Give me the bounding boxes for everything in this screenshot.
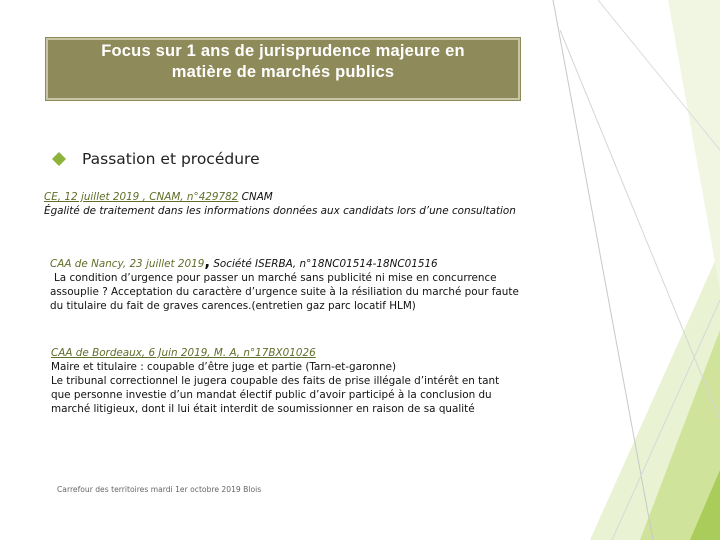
case-description: Égalité de traitement dans les informations données aux candidats lors d’une consultation xyxy=(44,205,516,217)
case-desc-line4: marché litigieux, dont il lui était interdit de soumissionner en raison de sa qualité xyxy=(51,403,475,415)
case-ref-caa-nancy: CAA de Nancy, 23 juillet 2019 xyxy=(50,258,205,270)
diamond-bullet-icon xyxy=(52,152,66,166)
case-ref-rest: Société ISERBA, n°18NC01514-18NC01516 xyxy=(210,258,438,270)
decor-shape-top xyxy=(668,0,720,290)
case-desc-line1: La condition d’urgence pour passer un marché sans publicité ni mise en concurrence xyxy=(54,272,497,284)
slide-title-line1: Focus sur 1 ans de jurisprudence majeure en xyxy=(101,42,465,60)
case-link-ce-cnam[interactable]: CE, 12 juillet 2019 , CNAM, n°429782 xyxy=(44,191,239,203)
case-block-3 xyxy=(51,346,499,416)
case-link-caa-bordeaux[interactable]: CAA de Bordeaux, 6 Juin 2019, M. A, n°17BX01026 xyxy=(51,347,316,359)
case-desc-line1: Maire et titulaire : coupable d’être juge et partie (Tarn-et-garonne) xyxy=(51,361,397,373)
case-sep: , xyxy=(204,253,211,271)
slide-title xyxy=(46,38,520,100)
case-desc-line3: que personne investie d’un mandat électif public d’avoir participé à la conclusion du xyxy=(51,389,492,401)
case-suffix: CNAM xyxy=(238,191,273,203)
case-desc-line2: assouplie ? Acceptation du caractère d’urgence suite à la résiliation du marché pour faute xyxy=(50,286,519,298)
case-block-1 xyxy=(44,190,516,218)
case-desc-line3: du titulaire du fait de graves carences.(entretien gaz parc locatif HLM) xyxy=(50,300,416,312)
decor-line-1 xyxy=(553,0,653,540)
slide-footer: Carrefour des territoires mardi 1er octobre 2019 Blois xyxy=(57,485,262,494)
case-block-2 xyxy=(50,255,519,313)
bullet-text: Passation et procédure xyxy=(82,150,260,168)
slide-title-line2: matière de marchés publics xyxy=(171,63,395,81)
bullet-item xyxy=(52,150,260,168)
case-desc-line2: Le tribunal correctionnel le jugera coupable des faits de prise illégale d’intérêt en tant xyxy=(51,375,500,387)
